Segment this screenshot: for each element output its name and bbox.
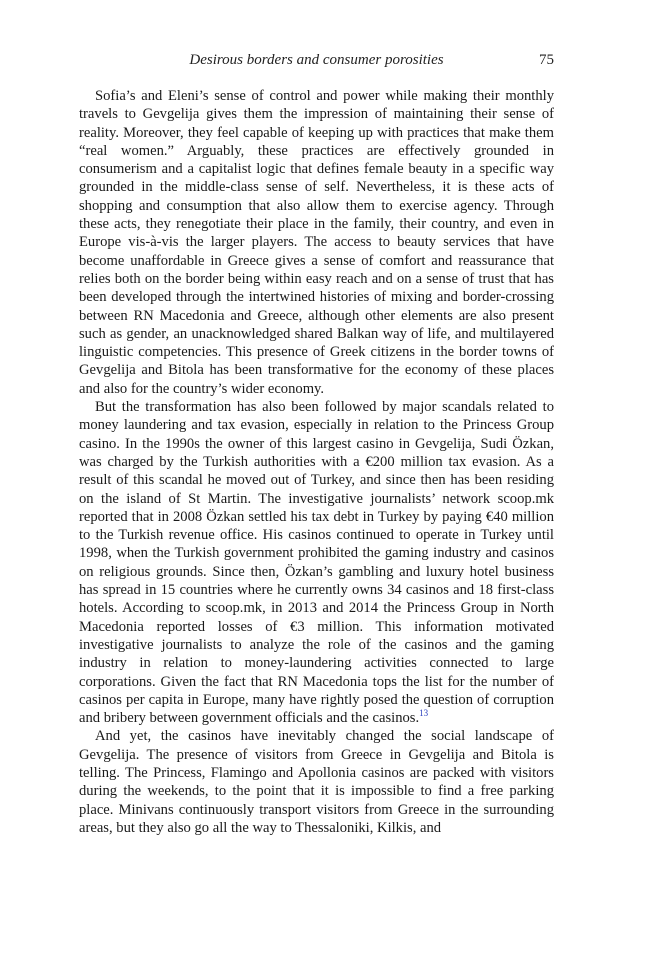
paragraph-2 <box>79 398 554 727</box>
running-title: Desirous borders and consumer porosities <box>189 52 444 68</box>
running-head <box>79 51 554 71</box>
paragraph-3-text: And yet, the casinos have inevitably changed the social landscape of Gevgelija. The presence of visitors from Greece in Gevgelija and Bitola is telling. The Princess, Flamingo and Apollonia casinos are packed with visitors during the weekends, to the point that it is impossible to find a free parking place. Minivans continuously transport visitors from Greece in the surrounding areas, but they also go all the way to Thessaloniki, Kilkis, and <box>79 728 554 836</box>
body-text <box>79 87 554 837</box>
paragraph-1 <box>79 87 554 398</box>
paragraph-3 <box>79 727 554 837</box>
paragraph-1-text: Sofia’s and Eleni’s sense of control and power while making their monthly travels to Gevgelija gives them the impression of maintaining their sense of reality. Moreover, they feel capable of keeping up with practices that make them “real women.” Arguably, these practices are effectively grounded in consumerism and a capitalist logic that defines female beauty in a specific way grounded in the middle-class sense of self. Nevertheless, it is these acts of shopping and consumption that also allow them to exercise agency. Through these acts, they renegotiate their place in the family, their country, and even in Europe vis-à-vis the larger players. The access to beauty services that have become unaffordable in Greece gives a sense of comfort and reassurance that relies both on the border being within easy reach and on a sense of trust that has been developed through the intertwined histories of mixing and border-crossing between RN Macedonia and Greece, although other elements are also present such as gender, an unacknowledged shared Balkan way of life, and multilayered linguistic competencies. This presence of Greek citizens in the border towns of Gevgelija and Bitola has been transformative for the economy of these places and also for the country’s wider economy. <box>79 88 554 397</box>
footnote-reference-link[interactable]: 13 <box>419 708 429 719</box>
page-number: 75 <box>539 52 554 68</box>
paragraph-2-text: But the transformation has also been followed by major scandals related to money laundering and tax evasion, especially in relation to the Princess Group casino. In the 1990s the owner of this largest casino in Gevgelija, Sudi Özkan, was charged by the Turkish authorities with a €200 million tax evasion. As a result of this scandal he moved out of Turkey, and since then has been residing on the island of St Martin. The investigative journalists’ network scoop.mk reported that in 2008 Özkan settled his tax debt in Turkey by paying €40 million to the Turkish revenue office. His casinos continued to operate in Turkey until 1998, when the Turkish government prohibited the gaming industry and casinos on religious grounds. Since then, Özkan’s gambling and luxury hotel business has spread in 15 countries where he currently owns 34 casinos and 18 first-class hotels. According to scoop.mk, in 2013 and 2014 the Princess Group in North Macedonia reported losses of €3 million. This information motivated investigative journalists to analyze the role of the casinos and the gaming industry in relation to money-laundering activities connected to large corporations. Given the fact that RN Macedonia tops the list for the number of casinos per capita in Europe, many have rightly posed the question of corruption and bribery between government officials and the casinos. <box>79 399 554 727</box>
